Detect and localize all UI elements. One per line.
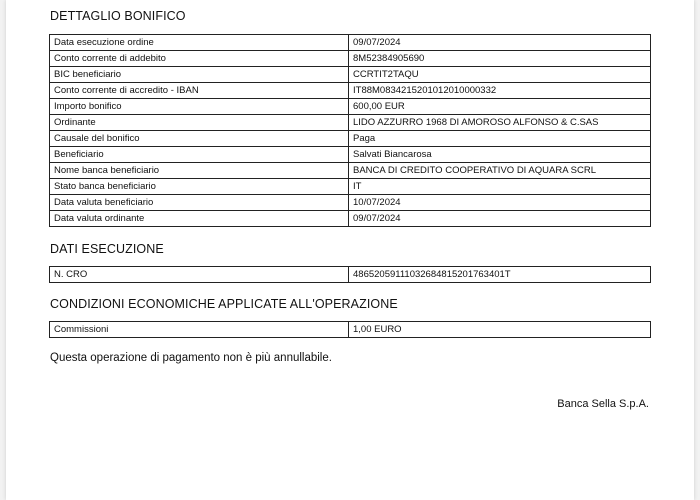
row-label: Commissioni: [50, 322, 349, 338]
row-label: Causale del bonifico: [50, 131, 349, 147]
row-label: N. CRO: [50, 267, 349, 283]
table-row: [50, 35, 651, 51]
table-row: [50, 51, 651, 67]
table-row: [50, 179, 651, 195]
row-label: Beneficiario: [50, 147, 349, 163]
row-label: Importo bonifico: [50, 99, 349, 115]
row-value: 600,00 EUR: [349, 99, 651, 115]
bank-signature: Banca Sella S.p.A.: [557, 398, 649, 410]
table-row: [50, 322, 651, 338]
row-label: Ordinante: [50, 115, 349, 131]
row-value: Salvati Biancarosa: [349, 147, 651, 163]
row-label: Data esecuzione ordine: [50, 35, 349, 51]
table-row: [50, 67, 651, 83]
row-label: BIC beneficiario: [50, 67, 349, 83]
table-row: [50, 83, 651, 99]
section-title-dettaglio: DETTAGLIO BONIFICO: [50, 9, 186, 23]
row-value: LIDO AZZURRO 1968 DI AMOROSO ALFONSO & C.SAS: [349, 115, 651, 131]
esecuzione-table: [49, 266, 651, 283]
document-page: [6, 0, 694, 500]
table-row: [50, 99, 651, 115]
row-label: Conto corrente di accredito - IBAN: [50, 83, 349, 99]
condizioni-table: [49, 321, 651, 338]
row-value: 8M52384905690: [349, 51, 651, 67]
table-row: [50, 211, 651, 227]
row-label: Data valuta ordinante: [50, 211, 349, 227]
table-row: [50, 131, 651, 147]
section-title-condizioni: CONDIZIONI ECONOMICHE APPLICATE ALL'OPERAZIONE: [50, 297, 398, 311]
row-value: BANCA DI CREDITO COOPERATIVO DI AQUARA SCRL: [349, 163, 651, 179]
row-value: 48652059111032684815201763401T: [349, 267, 651, 283]
row-label: Conto corrente di addebito: [50, 51, 349, 67]
table-row: [50, 147, 651, 163]
irrevocable-note: Questa operazione di pagamento non è più annullabile.: [50, 352, 332, 364]
table-row: [50, 195, 651, 211]
row-value: 09/07/2024: [349, 35, 651, 51]
row-value: CCRTIT2TAQU: [349, 67, 651, 83]
row-label: Data valuta beneficiario: [50, 195, 349, 211]
row-label: Nome banca beneficiario: [50, 163, 349, 179]
table-row: [50, 115, 651, 131]
row-value: Paga: [349, 131, 651, 147]
section-title-esecuzione: DATI ESECUZIONE: [50, 242, 164, 256]
row-value: 1,00 EURO: [349, 322, 651, 338]
row-value: IT88M0834215201012010000332: [349, 83, 651, 99]
table-row: [50, 267, 651, 283]
table-row: [50, 163, 651, 179]
row-value: IT: [349, 179, 651, 195]
row-value: 10/07/2024: [349, 195, 651, 211]
dettaglio-table: [49, 34, 651, 227]
row-value: 09/07/2024: [349, 211, 651, 227]
row-label: Stato banca beneficiario: [50, 179, 349, 195]
